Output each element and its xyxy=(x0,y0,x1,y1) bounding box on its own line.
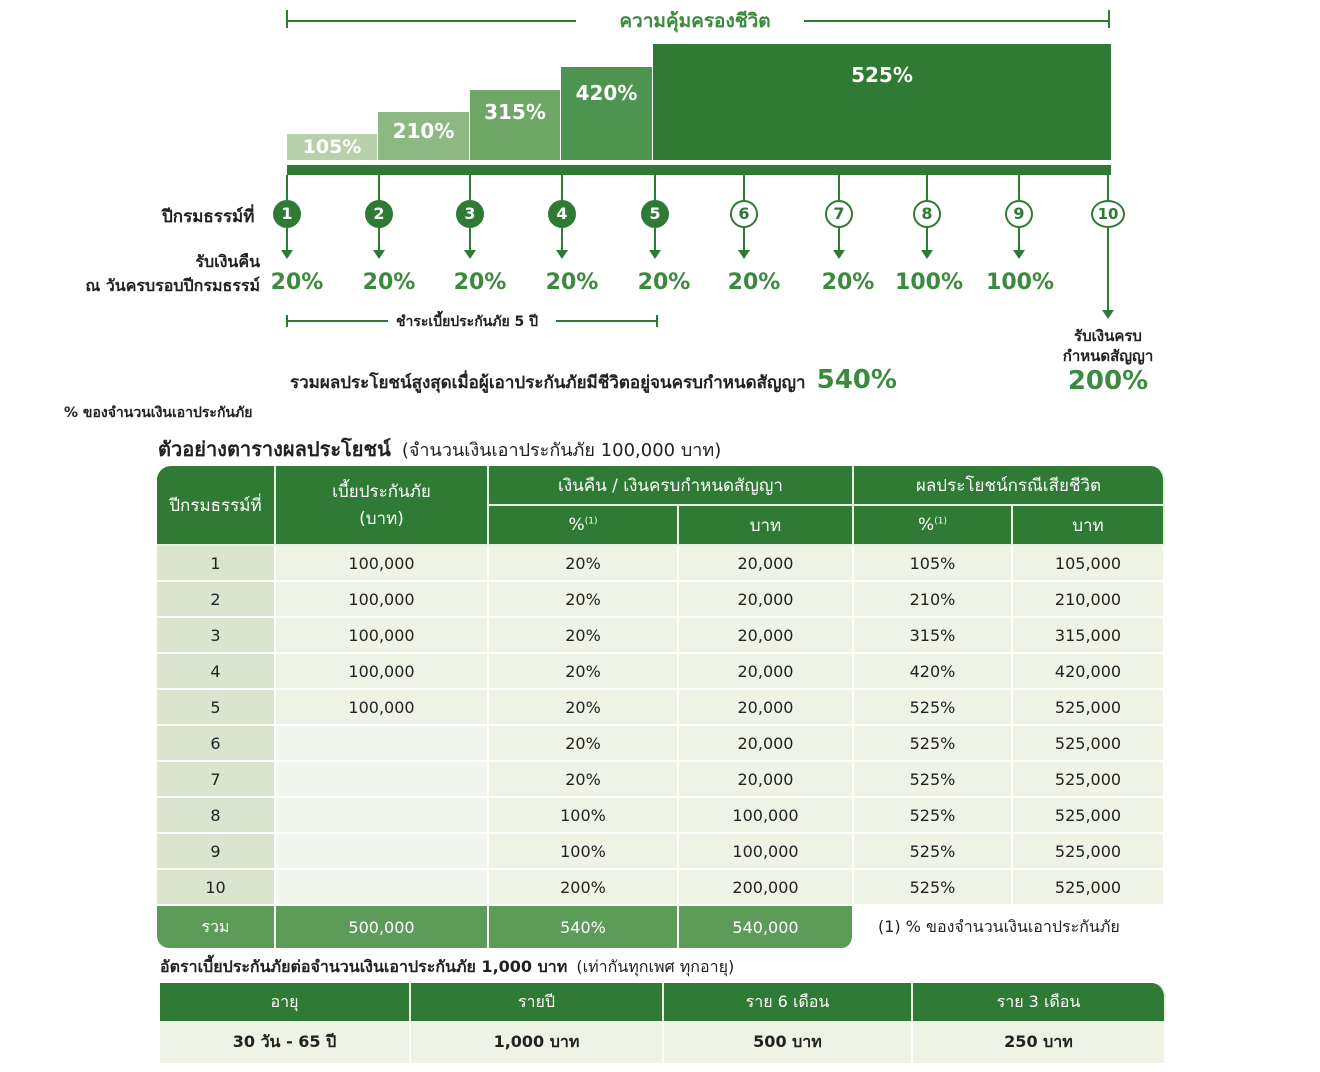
total-label: รวม xyxy=(157,906,276,948)
table-row xyxy=(157,582,1165,618)
cell-year: 9 xyxy=(157,834,276,870)
cell-death-pct: 315% xyxy=(854,618,1013,654)
cell-death-pct: 525% xyxy=(854,870,1013,906)
table-row xyxy=(157,726,1165,762)
coverage-right-line xyxy=(804,20,1110,22)
cell-year: 7 xyxy=(157,762,276,798)
header-death-pct xyxy=(854,506,1013,546)
stem-top-5 xyxy=(654,175,656,200)
rate-table-title xyxy=(160,955,734,980)
table-row xyxy=(157,834,1165,870)
cell-death-baht: 210,000 xyxy=(1013,582,1165,618)
refund-pct-2: 20% xyxy=(362,270,416,295)
cell-death-pct: 420% xyxy=(854,654,1013,690)
stem-bottom-5 xyxy=(654,228,656,250)
header-pct-sup: (1) xyxy=(934,516,947,527)
stem-bottom-6 xyxy=(743,228,745,250)
cell-refund-baht: 20,000 xyxy=(679,618,854,654)
header-year-label: ปีกรมธรรม์ที่ xyxy=(169,495,262,516)
cell-year: 3 xyxy=(157,618,276,654)
header-death-baht: บาท xyxy=(1013,506,1165,546)
table-row xyxy=(157,798,1165,834)
arrow-down-icon xyxy=(738,250,750,259)
refund-pct-1: 20% xyxy=(270,270,324,295)
stem-bottom-4 xyxy=(561,228,563,250)
cell-year: 1 xyxy=(157,546,276,582)
cell-death-baht: 315,000 xyxy=(1013,618,1165,654)
cell-premium: 100,000 xyxy=(276,546,489,582)
refund-pct-7: 20% xyxy=(821,270,875,295)
coverage-step-5 xyxy=(653,44,1111,160)
cell-premium: 100,000 xyxy=(276,618,489,654)
coverage-step-4-label: 420% xyxy=(575,81,638,105)
stem-bottom-7 xyxy=(838,228,840,250)
cell-refund-pct: 20% xyxy=(489,618,679,654)
cell-refund-pct: 20% xyxy=(489,654,679,690)
pay-period-right-line xyxy=(556,320,656,322)
cell-year: 4 xyxy=(157,654,276,690)
year-circle-7: 7 xyxy=(825,200,853,228)
summary-text: รวมผลประโยชน์สูงสุดเมื่อผู้เอาประกันภัยมีชีวิตอยู่จนครบกำหนดสัญญา xyxy=(290,373,806,393)
coverage-step-3 xyxy=(470,90,560,160)
cell-refund-pct: 20% xyxy=(489,726,679,762)
coverage-step-4 xyxy=(561,67,652,160)
arrow-down-icon xyxy=(833,250,845,259)
cell-year: 10 xyxy=(157,870,276,906)
coverage-step-5-label: 525% xyxy=(851,63,913,87)
pay-period-label: ชำระเบี้ยประกันภัย 5 ปี xyxy=(396,314,539,330)
cell-refund-pct: 200% xyxy=(489,870,679,906)
cell-refund-baht: 100,000 xyxy=(679,834,854,870)
cell-premium xyxy=(276,762,489,798)
coverage-right-tick xyxy=(1108,10,1110,28)
refund-label-line1: รับเงินคืน xyxy=(195,252,260,271)
summary-line xyxy=(290,365,897,396)
header-refund-baht: บาท xyxy=(679,506,854,546)
arrow-down-icon xyxy=(1013,250,1025,259)
cell-death-pct: 105% xyxy=(854,546,1013,582)
table-row xyxy=(157,618,1165,654)
cell-year: 8 xyxy=(157,798,276,834)
cell-premium xyxy=(276,798,489,834)
total-refund-pct: 540% xyxy=(489,906,679,948)
refund-pct-6: 20% xyxy=(727,270,781,295)
coverage-title: ความคุ้มครองชีวิต xyxy=(619,10,771,32)
cell-refund-pct: 20% xyxy=(489,690,679,726)
cell-death-baht: 525,000 xyxy=(1013,726,1165,762)
cell-premium xyxy=(276,834,489,870)
cell-refund-pct: 100% xyxy=(489,798,679,834)
year-circle-1: 1 xyxy=(273,200,301,228)
refund-pct-8: 100% xyxy=(895,270,963,295)
coverage-step-2 xyxy=(378,112,469,160)
table-row xyxy=(157,654,1165,690)
rate-header-age: อายุ xyxy=(160,983,411,1021)
stem-top-7 xyxy=(838,175,840,200)
maturity-pct: 200% xyxy=(1067,366,1149,396)
header-refund-pct xyxy=(489,506,679,546)
coverage-left-tick xyxy=(286,10,288,28)
arrow-down-icon xyxy=(464,250,476,259)
table-footnote: (1) % ของจำนวนเงินเอาประกันภัย xyxy=(854,906,1165,948)
stem-bottom-8 xyxy=(926,228,928,250)
refund-pct-4: 20% xyxy=(545,270,599,295)
arrow-down-icon xyxy=(556,250,568,259)
cell-death-baht: 525,000 xyxy=(1013,762,1165,798)
cell-year: 2 xyxy=(157,582,276,618)
cell-refund-baht: 20,000 xyxy=(679,546,854,582)
year-circle-3: 3 xyxy=(456,200,484,228)
coverage-left-line xyxy=(286,20,576,22)
cell-death-pct: 525% xyxy=(854,690,1013,726)
table-row xyxy=(160,1021,1166,1063)
total-refund-baht: 540,000 xyxy=(679,906,854,948)
cell-refund-baht: 20,000 xyxy=(679,582,854,618)
cell-death-pct: 525% xyxy=(854,834,1013,870)
rate-value-quarterly: 250 บาท xyxy=(913,1021,1166,1063)
benefit-table-title-bold: ตัวอย่างตารางผลประโยชน์ xyxy=(158,437,391,461)
header-pct-label: % xyxy=(918,515,935,535)
header-refund-group: เงินคืน / เงินครบกำหนดสัญญา xyxy=(489,466,854,506)
header-pct-label: % xyxy=(568,515,585,535)
refund-pct-9: 100% xyxy=(986,270,1054,295)
year-circle-9: 9 xyxy=(1005,200,1033,228)
cell-refund-pct: 20% xyxy=(489,762,679,798)
cell-death-baht: 420,000 xyxy=(1013,654,1165,690)
rate-header-annual: รายปี xyxy=(411,983,664,1021)
refund-pct-3: 20% xyxy=(453,270,507,295)
rate-header-quarterly: ราย 3 เดือน xyxy=(913,983,1166,1021)
total-row xyxy=(157,906,1165,948)
header-premium xyxy=(276,466,489,546)
cell-death-baht: 525,000 xyxy=(1013,798,1165,834)
stem-top-8 xyxy=(926,175,928,200)
cell-death-pct: 210% xyxy=(854,582,1013,618)
total-premium: 500,000 xyxy=(276,906,489,948)
cell-death-baht: 105,000 xyxy=(1013,546,1165,582)
header-premium-line2: (บาท) xyxy=(359,509,404,529)
stem-top-4 xyxy=(561,175,563,200)
coverage-step-1-label: 105% xyxy=(302,136,362,158)
coverage-step-3-label: 315% xyxy=(484,100,546,124)
year-circle-6: 6 xyxy=(730,200,758,228)
stem-bottom-10 xyxy=(1107,228,1109,310)
cell-death-pct: 525% xyxy=(854,798,1013,834)
cell-refund-baht: 20,000 xyxy=(679,762,854,798)
arrow-down-icon xyxy=(649,250,661,259)
cell-year: 5 xyxy=(157,690,276,726)
benefit-table-title xyxy=(158,433,721,465)
rate-table xyxy=(160,983,1166,1063)
table-row xyxy=(157,870,1165,906)
header-premium-line1: เบี้ยประกันภัย xyxy=(332,482,431,502)
cell-refund-baht: 20,000 xyxy=(679,654,854,690)
coverage-step-2-label: 210% xyxy=(392,119,455,143)
year-circle-10: 10 xyxy=(1091,200,1125,228)
stem-bottom-2 xyxy=(378,228,380,250)
rate-table-title-normal: (เท่ากันทุกเพศ ทุกอายุ) xyxy=(576,957,735,976)
rate-header-semiannual: ราย 6 เดือน xyxy=(664,983,913,1021)
stem-top-1 xyxy=(286,175,288,200)
benefit-table-title-normal: (จำนวนเงินเอาประกันภัย 100,000 บาท) xyxy=(401,440,722,461)
pay-period-left-line xyxy=(288,320,388,322)
benefit-table xyxy=(157,466,1165,948)
header-year xyxy=(157,466,276,546)
cell-refund-pct: 100% xyxy=(489,834,679,870)
refund-label-line2: ณ วันครบรอบปีกรมธรรม์ xyxy=(85,276,260,295)
pay-period-right-tick xyxy=(656,315,658,327)
cell-refund-pct: 20% xyxy=(489,546,679,582)
table-row xyxy=(157,690,1165,726)
year-circle-8: 8 xyxy=(913,200,941,228)
cell-refund-pct: 20% xyxy=(489,582,679,618)
cell-death-baht: 525,000 xyxy=(1013,870,1165,906)
maturity-label-line1: รับเงินครบ xyxy=(1074,327,1142,345)
header-pct-sup: (1) xyxy=(584,516,598,527)
rate-value-semiannual: 500 บาท xyxy=(664,1021,913,1063)
year-circle-5: 5 xyxy=(641,200,669,228)
cell-death-pct: 525% xyxy=(854,726,1013,762)
arrow-down-icon xyxy=(1102,310,1114,319)
cell-premium: 100,000 xyxy=(276,654,489,690)
stem-top-10 xyxy=(1107,175,1109,200)
arrow-down-icon xyxy=(921,250,933,259)
stem-bottom-1 xyxy=(286,228,288,250)
table-row xyxy=(157,762,1165,798)
stem-top-6 xyxy=(743,175,745,200)
cell-premium xyxy=(276,726,489,762)
cell-death-pct: 525% xyxy=(854,762,1013,798)
stem-bottom-3 xyxy=(469,228,471,250)
cell-premium: 100,000 xyxy=(276,582,489,618)
cell-death-baht: 525,000 xyxy=(1013,690,1165,726)
cell-year: 6 xyxy=(157,726,276,762)
year-label: ปีกรมธรรม์ที่ xyxy=(162,207,255,227)
coverage-step-1 xyxy=(287,134,377,160)
refund-pct-5: 20% xyxy=(637,270,691,295)
summary-note: % ของจำนวนเงินเอาประกันภัย xyxy=(64,405,253,421)
maturity-label-line2: กำหนดสัญญา xyxy=(1062,347,1154,365)
header-death-group: ผลประโยชน์กรณีเสียชีวิต xyxy=(854,466,1165,506)
cell-premium xyxy=(276,870,489,906)
arrow-down-icon xyxy=(373,250,385,259)
rate-value-age: 30 วัน - 65 ปี xyxy=(160,1021,411,1063)
year-circle-2: 2 xyxy=(365,200,393,228)
cell-refund-baht: 20,000 xyxy=(679,690,854,726)
cell-refund-baht: 100,000 xyxy=(679,798,854,834)
table-row xyxy=(157,546,1165,582)
cell-death-baht: 525,000 xyxy=(1013,834,1165,870)
rate-value-annual: 1,000 บาท xyxy=(411,1021,664,1063)
arrow-down-icon xyxy=(281,250,293,259)
timeline-bar xyxy=(287,165,1111,175)
year-circle-4: 4 xyxy=(548,200,576,228)
summary-pct: 540% xyxy=(816,365,897,395)
cell-refund-baht: 20,000 xyxy=(679,726,854,762)
stem-bottom-9 xyxy=(1018,228,1020,250)
cell-refund-baht: 200,000 xyxy=(679,870,854,906)
stem-top-9 xyxy=(1018,175,1020,200)
stem-top-2 xyxy=(378,175,380,200)
stem-top-3 xyxy=(469,175,471,200)
cell-premium: 100,000 xyxy=(276,690,489,726)
rate-table-title-bold: อัตราเบี้ยประกันภัยต่อจำนวนเงินเอาประกันภัย 1,000 บาท xyxy=(160,957,568,976)
